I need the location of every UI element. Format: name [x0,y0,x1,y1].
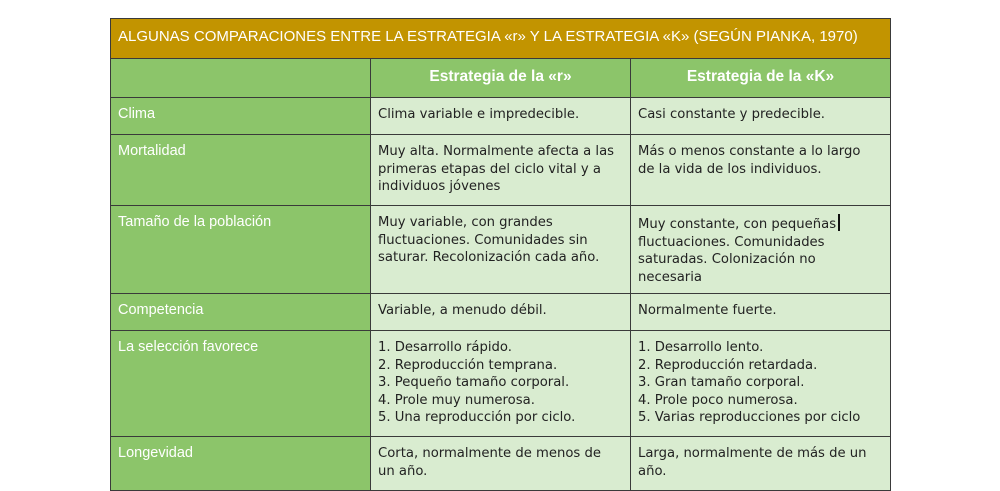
row-label-seleccion-favorece: La selección favorece [111,331,371,437]
cell-line: Casi constante y predecible. [638,107,826,122]
table-row [111,331,891,437]
cell-line: un año. [378,463,428,479]
list-item: 4. Prole poco numerosa. [638,392,798,408]
cell-r-seleccion-favorece [371,331,631,437]
cell-k-seleccion-favorece [631,331,891,437]
cell-line: fluctuaciones. Comunidades [638,234,825,250]
header-blank [111,59,371,98]
list-item: 2. Reproducción temprana. [378,357,558,373]
cell-line: saturar. Recolonización cada año. [378,250,600,265]
cell-line: Muy alta. Normalmente afecta a las [378,144,615,159]
cell-line: Normalmente fuerte. [638,303,777,318]
comparison-table [110,18,891,491]
cell-k-competencia [631,294,891,331]
table-row [111,437,891,491]
list-item: 1. Desarrollo lento. [638,340,764,355]
cell-line: Más o menos constante a lo largo [638,144,861,159]
header-row [111,59,891,98]
row-label-mortalidad: Mortalidad [111,135,371,206]
table-row [111,206,891,294]
cell-r-clima [371,98,631,135]
cell-line-with-cursor [638,214,883,234]
comparison-table-wrapper [110,18,890,491]
cell-k-mortalidad [631,135,891,206]
list-item: 5. Varias reproducciones por ciclo [638,410,861,425]
list-item: 2. Reproducción retardada. [638,357,818,373]
list-item: 4. Prole muy numerosa. [378,392,535,408]
cell-line: Muy constante, con pequeñas [638,217,837,232]
cell-line: de la vida de los individuos. [638,161,822,177]
cell-r-competencia [371,294,631,331]
cell-line: fluctuaciones. Comunidades sin [378,232,588,248]
table-row [111,135,891,206]
cell-r-longevidad [371,437,631,491]
title-row [111,19,891,59]
cell-line: año. [638,463,667,479]
cell-line: Larga, normalmente de más de un [638,446,867,461]
cell-k-clima [631,98,891,135]
list-item: 1. Desarrollo rápido. [378,340,512,355]
list-item: 3. Pequeño tamaño corporal. [378,375,570,390]
row-label-competencia: Competencia [111,294,371,331]
cell-r-mortalidad [371,135,631,206]
text-cursor [838,214,840,231]
cell-line: primeras etapas del ciclo vital y a [378,161,601,177]
header-k-strategy: Estrategia de la «K» [631,59,891,98]
cell-k-longevidad [631,437,891,491]
cell-line: saturadas. Colonización no [638,252,816,267]
table-row [111,98,891,135]
cell-line: individuos jóvenes [378,179,501,194]
cell-line: Variable, a menudo débil. [378,303,547,318]
cell-line: necesaria [638,269,702,285]
cell-line: Clima variable e impredecible. [378,107,580,122]
cell-r-tamano-poblacion [371,206,631,294]
row-label-clima: Clima [111,98,371,135]
table-row [111,294,891,331]
row-label-tamano-poblacion: Tamaño de la población [111,206,371,294]
cell-k-tamano-poblacion[interactable] [631,206,891,294]
list-item: 5. Una reproducción por ciclo. [378,410,576,425]
cell-line: Muy variable, con grandes [378,215,553,230]
list-item: 3. Gran tamaño corporal. [638,375,805,390]
row-label-longevidad: Longevidad [111,437,371,491]
cell-line: Corta, normalmente de menos de [378,446,601,461]
header-r-strategy: Estrategia de la «r» [371,59,631,98]
table-title: ALGUNAS COMPARACIONES ENTRE LA ESTRATEGIA «r» Y LA ESTRATEGIA «K» (SEGÚN PIANKA, 1970) [111,19,891,59]
